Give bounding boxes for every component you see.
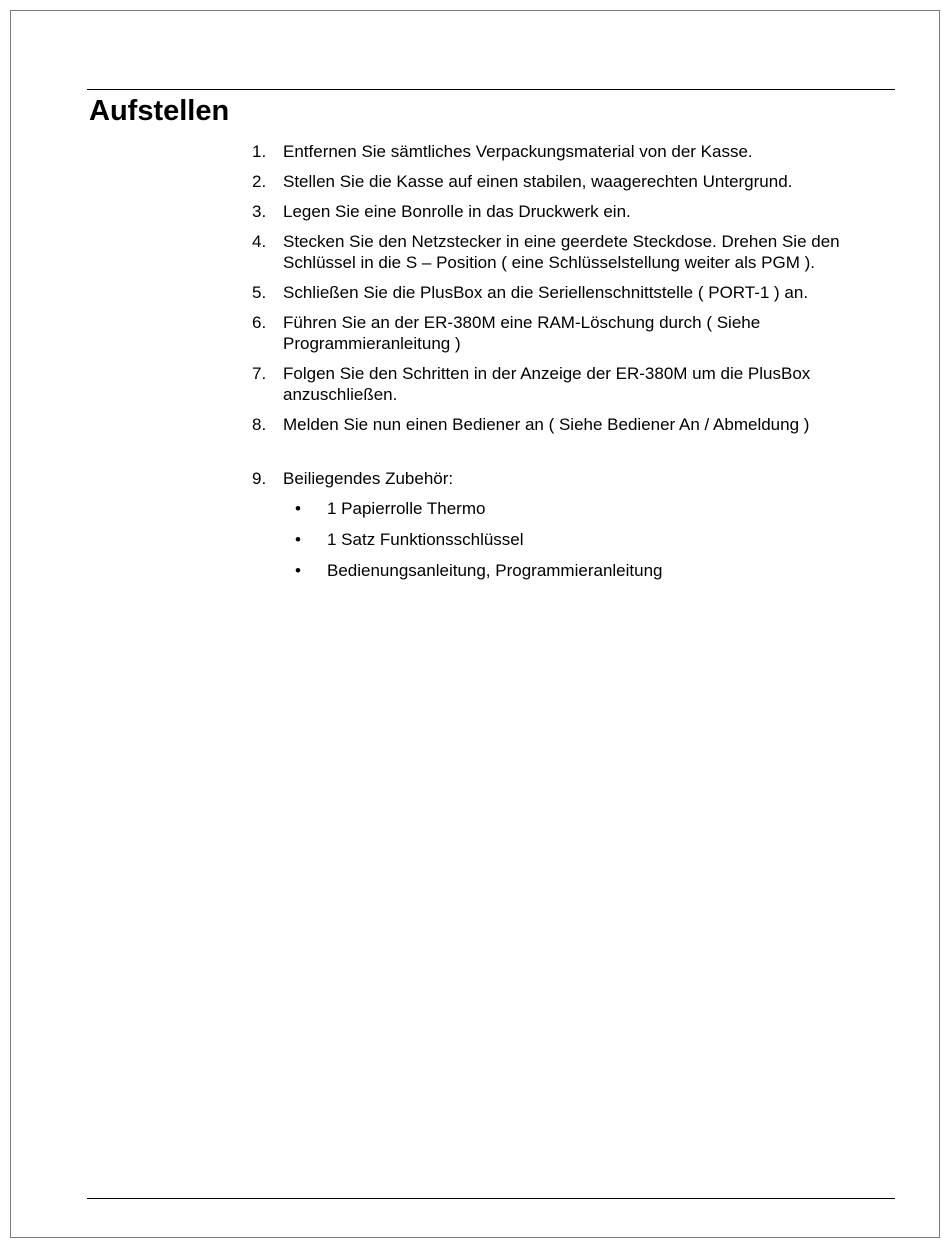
bullet-icon: • bbox=[295, 530, 301, 549]
step-text: Melden Sie nun einen Bediener an ( Siehe Bediener An / Abmeldung ) bbox=[283, 415, 810, 434]
accessory-text: 1 Papierrolle Thermo bbox=[327, 499, 486, 518]
step-text: Schließen Sie die PlusBox an die Seriellenschnittstelle ( PORT-1 ) an. bbox=[283, 283, 809, 302]
step-text: Legen Sie eine Bonrolle in das Druckwerk ein. bbox=[283, 202, 631, 221]
step-item bbox=[252, 312, 892, 354]
step-text: Stecken Sie den Netzstecker in eine geerdete Steckdose. Drehen Sie den Schlüssel in die S – Position ( eine Schlüsselstellung weiter als PGM ). bbox=[283, 232, 840, 272]
setup-steps-list bbox=[252, 141, 892, 591]
step-item-accessories bbox=[252, 468, 892, 581]
step-number: 9. bbox=[252, 469, 267, 488]
step-number: 8. bbox=[252, 415, 267, 434]
header-rule bbox=[87, 89, 895, 90]
accessory-item bbox=[283, 560, 892, 581]
step-item bbox=[252, 231, 892, 273]
footer-rule bbox=[87, 1198, 895, 1199]
step-text: Folgen Sie den Schritten in der Anzeige der ER-380M um die PlusBox anzuschließen. bbox=[283, 364, 811, 404]
accessories-list bbox=[283, 498, 892, 581]
step-number: 4. bbox=[252, 232, 267, 251]
step-text: Beiliegendes Zubehör: bbox=[283, 469, 454, 488]
step-number: 1. bbox=[252, 142, 267, 161]
step-item bbox=[252, 414, 892, 435]
accessory-text: 1 Satz Funktionsschlüssel bbox=[327, 530, 524, 549]
step-item bbox=[252, 141, 892, 162]
step-number: 5. bbox=[252, 283, 267, 302]
page-title: Aufstellen bbox=[89, 95, 230, 127]
step-text: Führen Sie an der ER-380M eine RAM-Löschung durch ( Siehe Programmieranleitung ) bbox=[283, 313, 761, 353]
step-item bbox=[252, 171, 892, 192]
step-item bbox=[252, 201, 892, 222]
step-item bbox=[252, 282, 892, 303]
step-item bbox=[252, 363, 892, 405]
step-number: 2. bbox=[252, 172, 267, 191]
step-number: 6. bbox=[252, 313, 267, 332]
step-text: Entfernen Sie sämtliches Verpackungsmaterial von der Kasse. bbox=[283, 142, 753, 161]
bullet-icon: • bbox=[295, 499, 301, 518]
bullet-icon: • bbox=[295, 561, 301, 580]
step-number: 3. bbox=[252, 202, 267, 221]
accessory-item bbox=[283, 498, 892, 519]
accessory-text: Bedienungsanleitung, Programmieranleitung bbox=[327, 561, 663, 580]
accessory-item bbox=[283, 529, 892, 550]
step-text: Stellen Sie die Kasse auf einen stabilen, waagerechten Untergrund. bbox=[283, 172, 793, 191]
step-number: 7. bbox=[252, 364, 267, 383]
